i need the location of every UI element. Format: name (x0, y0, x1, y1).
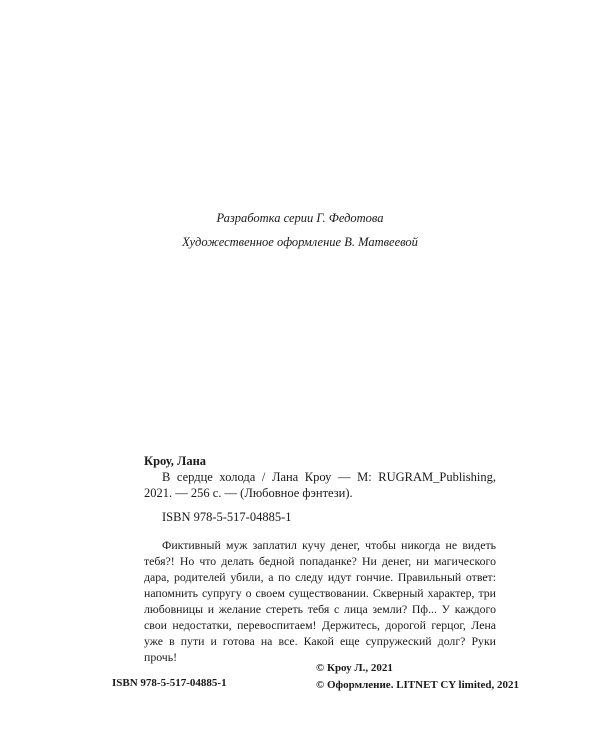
author-heading: Кроу, Лана (144, 454, 207, 468)
series-design-credit: Разработка серии Г. Федотова (216, 211, 384, 225)
footer-isbn: ISBN 978-5-517-04885-1 (112, 677, 227, 689)
copyright-design: © Оформление. LITNET CY limited, 2021 (316, 679, 520, 691)
isbn-entry: ISBN 978-5-517-04885-1 (162, 510, 292, 524)
annotation: Фиктивный муж заплатил кучу денег, чтобы никогда не видеть тебя?! Но что делать бедной попаданке? Ни денег, ни магического дара, родителей убили, а по следу идут гончие. Правильный ответ: напомнить супругу о своем существовании. Скверный характер, три любовницы и желание стереть тебя с лица земли? Пф... У каждого свои недостатки, перевоспитаем! Держитесь, дорогой герцог, Лена уже в пути и готова на все. Какой еще супружеский долг? Руки прочь! (144, 538, 496, 664)
citation: В сердце холода / Лана Кроу — М: RUGRAM_Publishing, 2021. — 256 с. — (Любовное фэнтези). (144, 470, 496, 500)
artwork-credit: Художественное оформление В. Матвеевой (182, 235, 418, 249)
copyright-block (316, 660, 519, 694)
copyright-author: © Кроу Л., 2021 (316, 662, 393, 674)
bibliographic-record (144, 453, 496, 665)
credits-block (0, 206, 600, 254)
